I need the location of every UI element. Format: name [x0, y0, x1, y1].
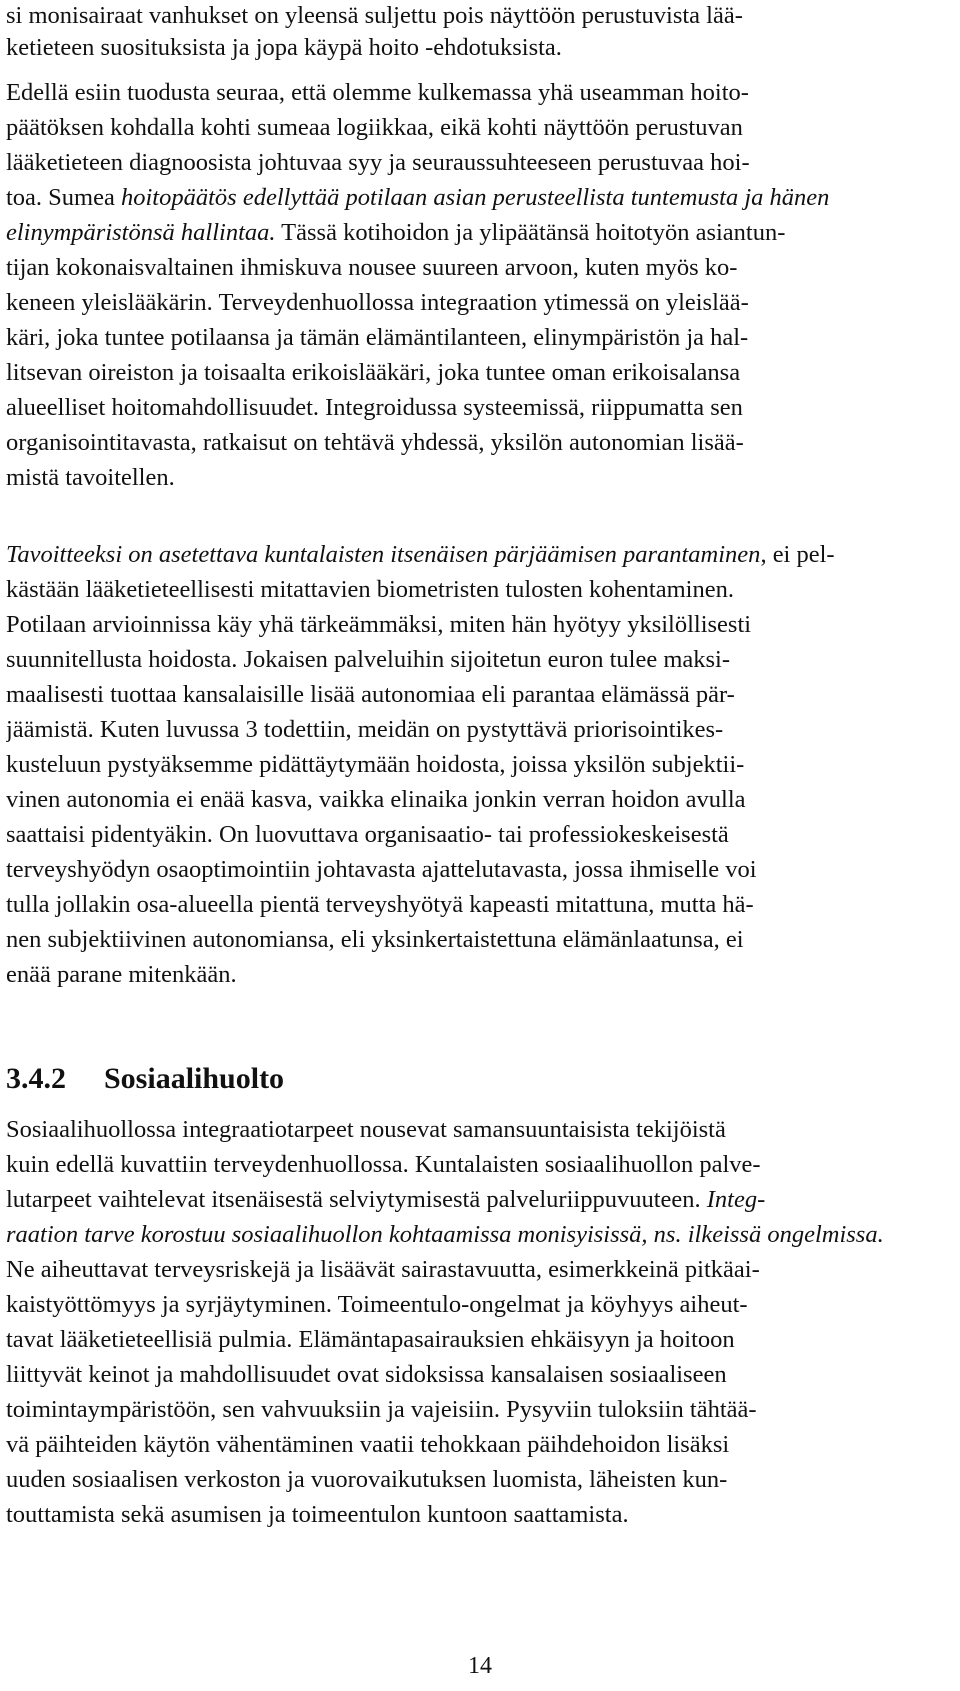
section-heading	[6, 1062, 284, 1096]
text-line: lääketieteen diagnoosista johtuvaa syy ja seuraussuhteeseen perustuvaa hoi-	[6, 149, 750, 176]
text-line: mistä tavoitellen.	[6, 464, 175, 491]
text-line: lutarpeet vaihtelevat itsenäisestä selviytymisestä palveluriippuvuuteen. Integ-	[6, 1186, 766, 1213]
page-number: 14	[468, 1653, 492, 1679]
text-line: kästään lääketieteellisesti mitattavien biometristen tulosten kohentaminen.	[6, 576, 734, 603]
text-line: vä päihteiden käytön vähentäminen vaatii tehokkaan päihdehoidon lisäksi	[6, 1431, 730, 1458]
text-line: keneen yleislääkärin. Terveydenhuollossa integraation ytimessä on yleislää-	[6, 289, 749, 316]
text-line: tulla jollakin osa-alueella pientä terveyshyötyä kapeasti mitattuna, mutta hä-	[6, 891, 754, 918]
text-line: kusteluun pystyäksemme pidättäytymään hoidosta, joissa yksilön subjektii-	[6, 751, 745, 778]
text-line: päätöksen kohdalla kohti sumeaa logiikkaa, eikä kohti näyttöön perustuvan	[6, 114, 743, 141]
text-line: Tavoitteeksi on asetettava kuntalaisten itsenäisen pärjäämisen parantaminen, ei pel-	[6, 541, 835, 568]
text-line: raation tarve korostuu sosiaalihuollon kohtaamissa monisyisissä, ns. ilkeissä ongelmissa.	[6, 1221, 884, 1248]
text-line: kaistyöttömyys ja syrjäytyminen. Toimeentulo-ongelmat ja köyhyys aiheut-	[6, 1291, 748, 1318]
text-line: terveyshyödyn osaoptimointiin johtavasta ajattelutavasta, jossa ihmiselle voi	[6, 856, 757, 883]
text-line: liittyvät keinot ja mahdollisuudet ovat sidoksissa kansalaisen sosiaaliseen	[6, 1361, 727, 1388]
text-line: organisointitavasta, ratkaisut on tehtävä yhdessä, yksilön autonomian lisää-	[6, 429, 744, 456]
text-line: tavat lääketieteellisiä pulmia. Elämäntapasairauksien ehkäisyyn ja hoitoon	[6, 1326, 735, 1353]
text-line: maalisesti tuottaa kansalaisille lisää autonomiaa eli parantaa elämässä pär-	[6, 681, 735, 708]
text-line: saattaisi pidentyäkin. On luovuttava organisaatio- tai professiokeskeisestä	[6, 821, 729, 848]
text-line: ketieteen suosituksista ja jopa käypä hoito -ehdotuksista.	[6, 34, 562, 61]
text-line: nen subjektiivinen autonomiansa, eli yksinkertaistettuna elämänlaatunsa, ei	[6, 926, 744, 953]
text-line: käri, joka tuntee potilaansa ja tämän elämäntilanteen, elinympäristön ja hal-	[6, 324, 749, 351]
text-line: Ne aiheuttavat terveysriskejä ja lisäävät sairastavuutta, esimerkkeinä pitkäai-	[6, 1256, 760, 1283]
text-line: toa. Sumea hoitopäätös edellyttää potilaan asian perusteellista tuntemusta ja hänen	[6, 184, 830, 211]
text-line: kuin edellä kuvattiin terveydenhuollossa. Kuntalaisten sosiaalihuollon palve-	[6, 1151, 761, 1178]
text-line: si monisairaat vanhukset on yleensä suljettu pois näyttöön perustuvista lää-	[6, 2, 743, 29]
text-line: vinen autonomia ei enää kasva, vaikka elinaika jonkin verran hoidon avulla	[6, 786, 746, 813]
text-line: Edellä esiin tuodusta seuraa, että olemme kulkemassa yhä useamman hoito-	[6, 79, 749, 106]
text-line: alueelliset hoitomahdollisuudet. Integroidussa systeemissä, riippumatta sen	[6, 394, 743, 421]
text-line: enää parane mitenkään.	[6, 961, 237, 988]
text-line: jäämistä. Kuten luvussa 3 todettiin, meidän on pystyttävä priorisointikes-	[6, 716, 724, 743]
text-line: toimintaympäristöön, sen vahvuuksiin ja vajeisiin. Pysyviin tuloksiin tähtää-	[6, 1396, 757, 1423]
text-line: touttamista sekä asumisen ja toimeentulon kuntoon saattamista.	[6, 1501, 629, 1528]
text-line: elinympäristönsä hallintaa. Tässä kotihoidon ja ylipäätänsä hoitotyön asiantun-	[6, 219, 786, 246]
section-number: 3.4.2	[6, 1062, 66, 1095]
text-line: litsevan oireiston ja toisaalta erikoislääkäri, joka tuntee oman erikoisalansa	[6, 359, 741, 386]
section-title: Sosiaalihuolto	[104, 1062, 285, 1095]
text-line: tijan kokonaisvaltainen ihmiskuva nousee suureen arvoon, kuten myös ko-	[6, 254, 738, 281]
text-line: uuden sosiaalisen verkoston ja vuorovaikutuksen luomista, läheisten kun-	[6, 1466, 728, 1493]
text-line: Potilaan arvioinnissa käy yhä tärkeämmäksi, miten hän hyötyy yksilöllisesti	[6, 611, 752, 638]
text-line: suunnitellusta hoidosta. Jokaisen palveluihin sijoitetun euron tulee maksi-	[6, 646, 730, 673]
text-line: Sosiaalihuollossa integraatiotarpeet nousevat samansuuntaisista tekijöistä	[6, 1116, 726, 1143]
